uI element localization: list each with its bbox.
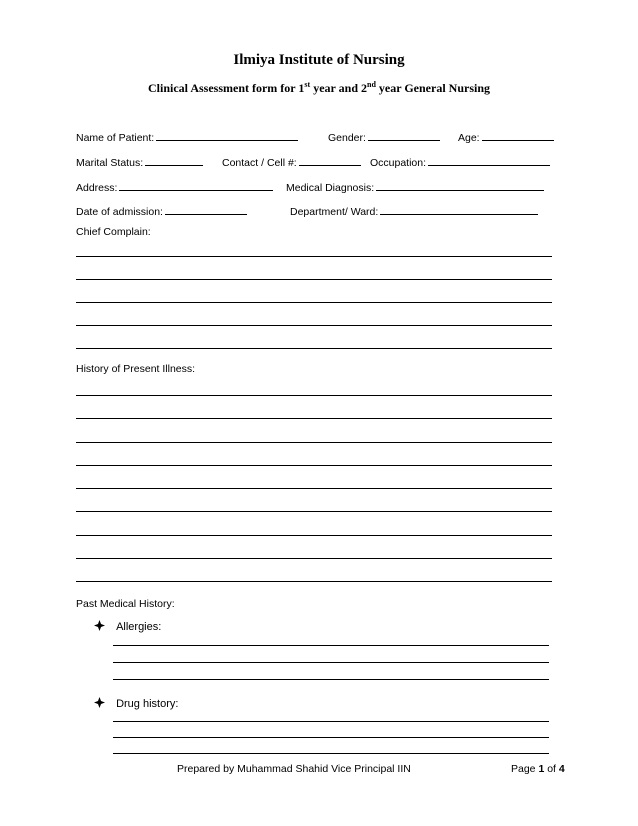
chief-complain-heading: Chief Complain: (76, 226, 151, 238)
allergies-line[interactable] (113, 679, 549, 680)
history-line[interactable] (76, 581, 552, 582)
marital-status-label: Marital Status: (76, 157, 144, 169)
chief-complain-line[interactable] (76, 325, 552, 326)
page-number: Page 1 of 4 (511, 763, 565, 775)
chief-complain-line[interactable] (76, 256, 552, 257)
drug-history-line[interactable] (113, 721, 549, 722)
contact-field[interactable] (222, 154, 361, 169)
allergies-label: Allergies: (116, 621, 162, 633)
address-label: Address: (76, 182, 118, 194)
admission-date-label: Date of admission: (76, 206, 163, 218)
past-medical-history-heading: Past Medical History: (76, 598, 175, 610)
medical-diagnosis-field[interactable] (286, 179, 544, 194)
department-field[interactable] (290, 203, 538, 218)
history-line[interactable] (76, 558, 552, 559)
contact-label: Contact / Cell #: (222, 157, 297, 169)
allergies-line[interactable] (113, 662, 549, 663)
chief-complain-line[interactable] (76, 302, 552, 303)
history-present-illness-heading: History of Present Illness: (76, 363, 196, 375)
history-line[interactable] (76, 488, 552, 489)
marital-status-field[interactable] (76, 154, 203, 169)
history-line[interactable] (76, 535, 552, 536)
history-line[interactable] (76, 418, 552, 419)
drug-history-line[interactable] (113, 737, 549, 738)
patient-name-label: Name of Patient: (76, 132, 155, 144)
address-field[interactable] (76, 179, 273, 194)
department-label: Department/ Ward: (290, 206, 379, 218)
history-line[interactable] (76, 395, 552, 396)
allergies-item (94, 620, 161, 633)
occupation-field[interactable] (370, 154, 550, 169)
history-line[interactable] (76, 465, 552, 466)
diamond-bullet-icon (94, 621, 108, 633)
age-field[interactable] (458, 129, 554, 144)
admission-date-field[interactable] (76, 203, 247, 218)
age-label: Age: (458, 132, 480, 144)
drug-history-line[interactable] (113, 753, 549, 754)
gender-label: Gender: (328, 132, 366, 144)
drug-history-item (94, 697, 178, 710)
footer-prepared-by: Prepared by Muhammad Shahid Vice Principal IIN (177, 763, 411, 775)
allergies-line[interactable] (113, 645, 549, 646)
medical-diagnosis-label: Medical Diagnosis: (286, 182, 375, 194)
diamond-bullet-icon (94, 698, 108, 710)
chief-complain-line[interactable] (76, 348, 552, 349)
occupation-label: Occupation: (370, 157, 427, 169)
history-line[interactable] (76, 511, 552, 512)
gender-field[interactable] (328, 129, 440, 144)
chief-complain-line[interactable] (76, 279, 552, 280)
institute-title: Ilmiya Institute of Nursing (233, 52, 405, 68)
history-line[interactable] (76, 442, 552, 443)
drug-history-label: Drug history: (116, 698, 179, 710)
form-subtitle: Clinical Assessment form for 1st year and 2nd year General Nursing (147, 80, 491, 95)
patient-name-field[interactable] (76, 129, 298, 144)
